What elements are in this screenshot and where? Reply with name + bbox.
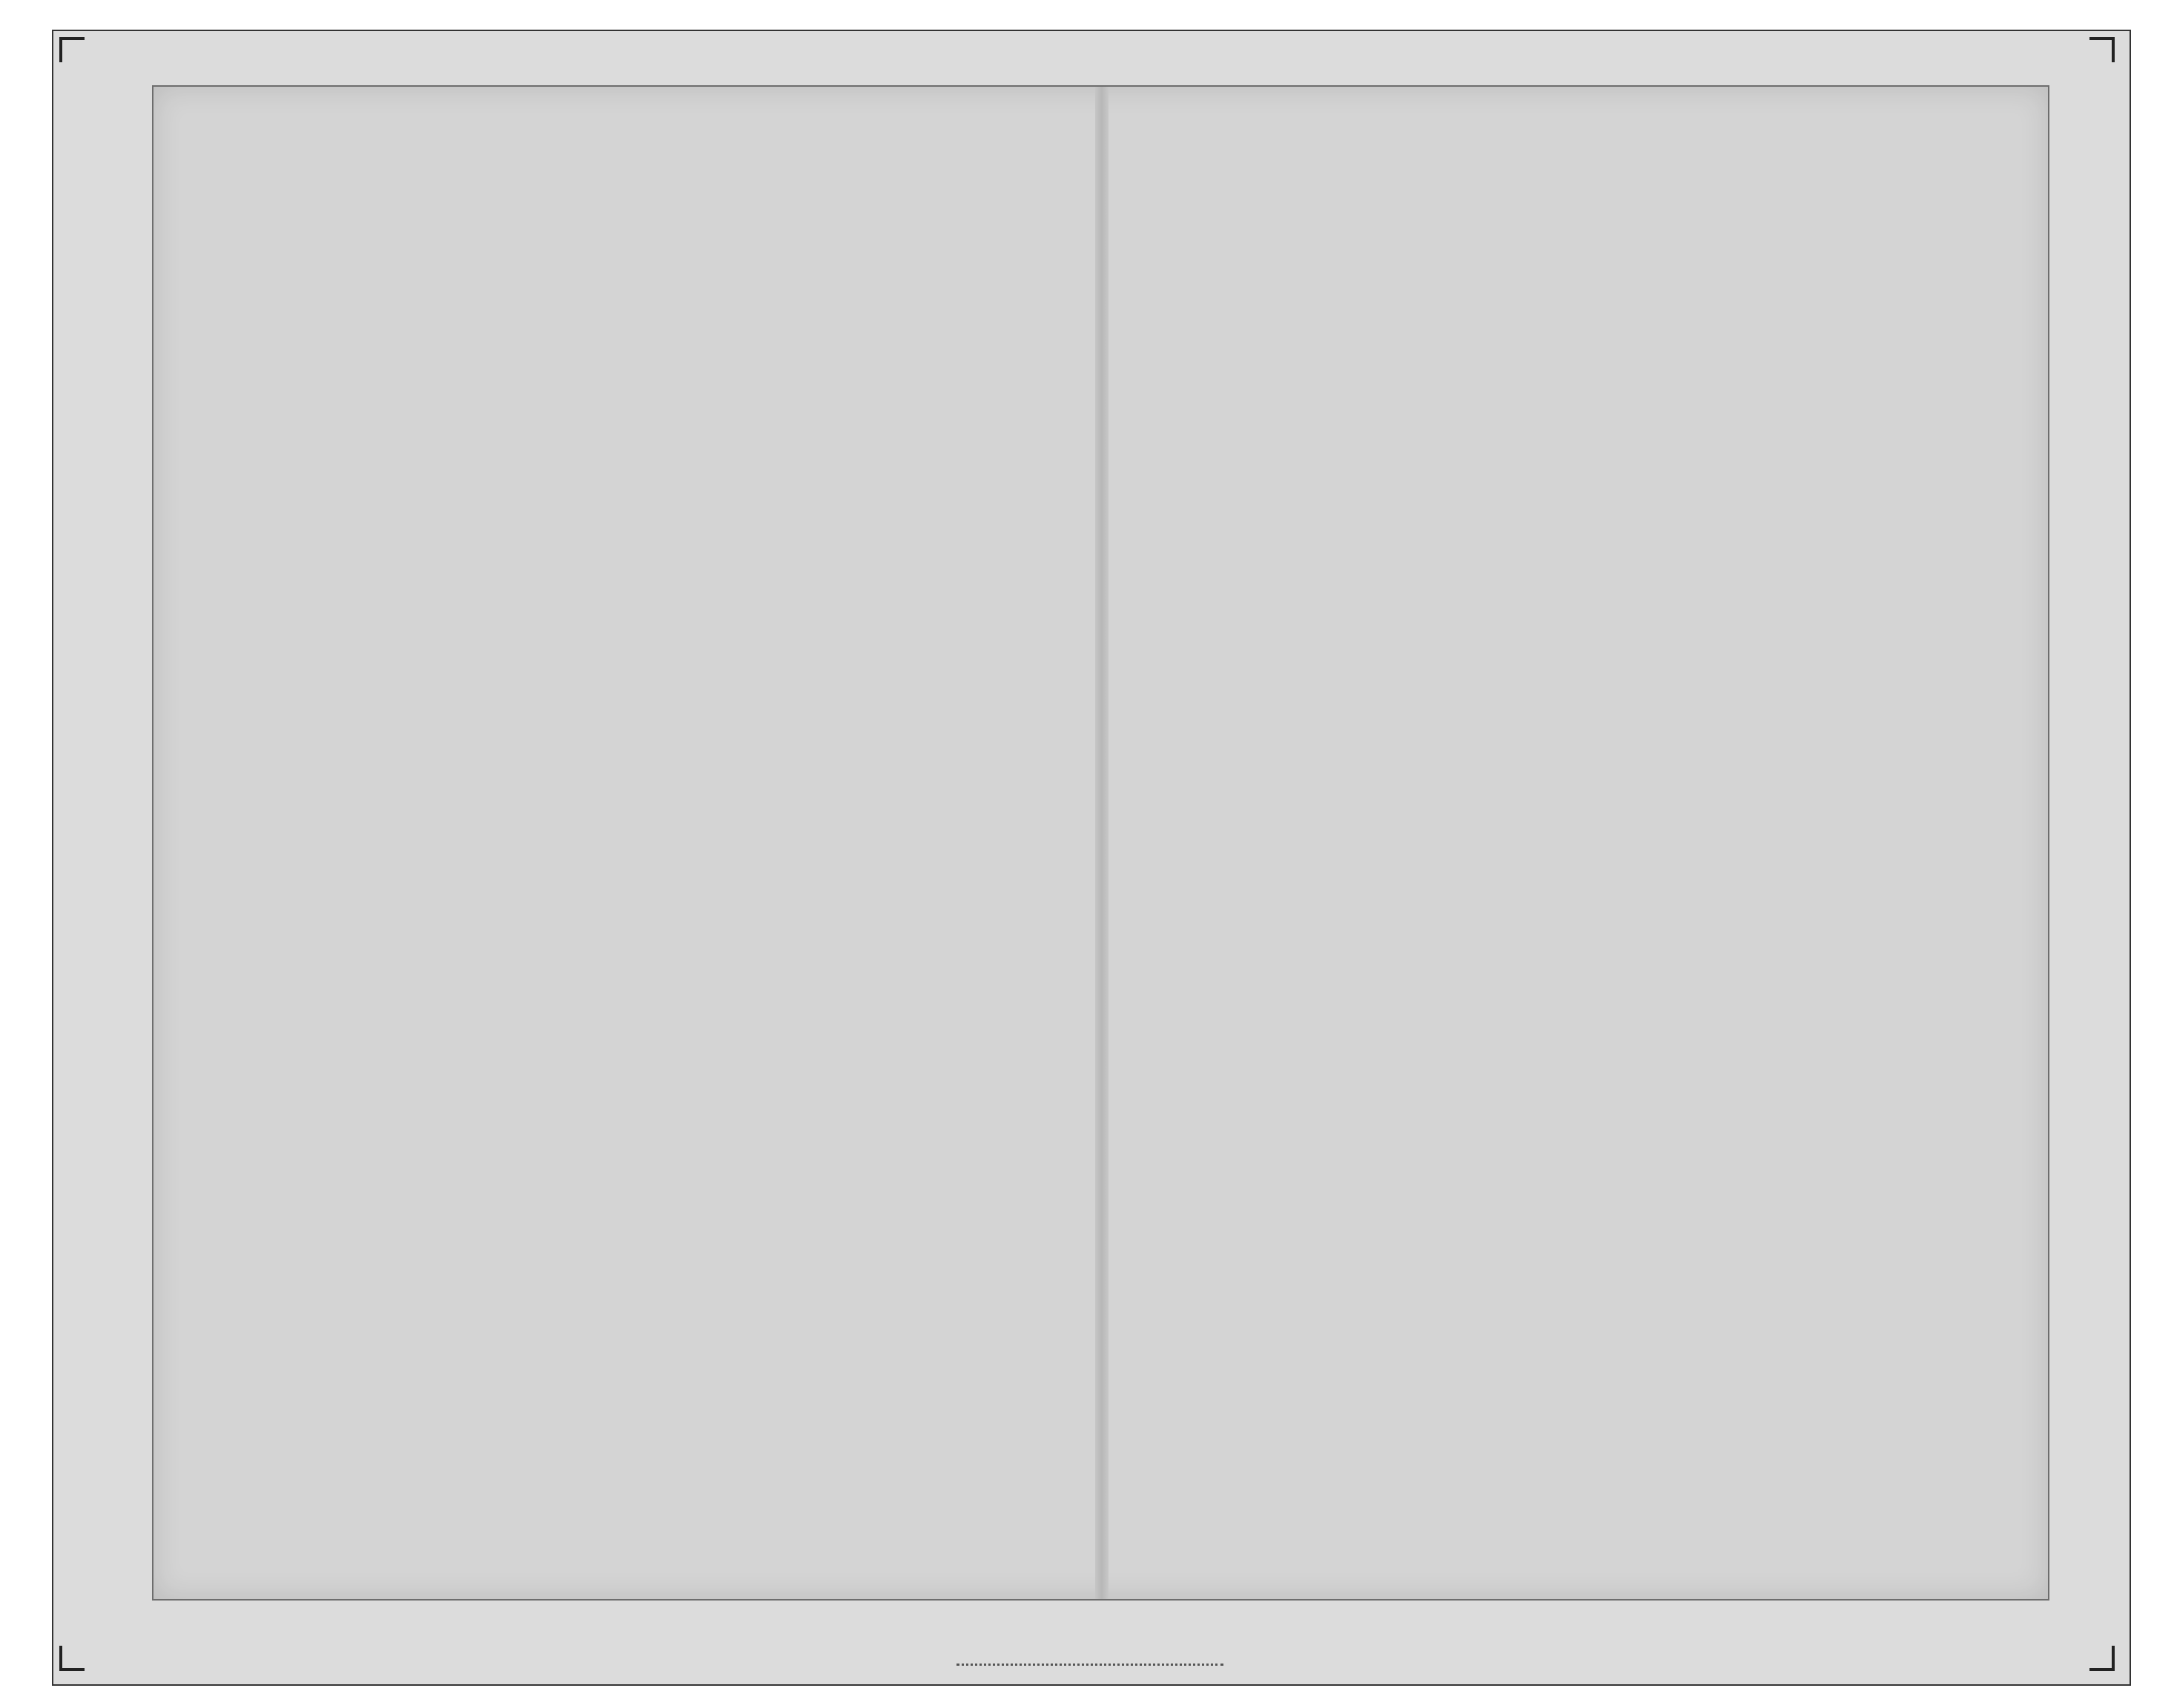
crop-mark	[59, 37, 85, 62]
crop-mark	[2089, 37, 2115, 62]
crop-mark	[2089, 1646, 2115, 1671]
bottom-scrawl	[957, 1655, 1223, 1666]
crop-mark	[59, 1646, 85, 1671]
page-gutter	[1095, 87, 1109, 1599]
rules-text	[1650, 426, 1839, 1583]
